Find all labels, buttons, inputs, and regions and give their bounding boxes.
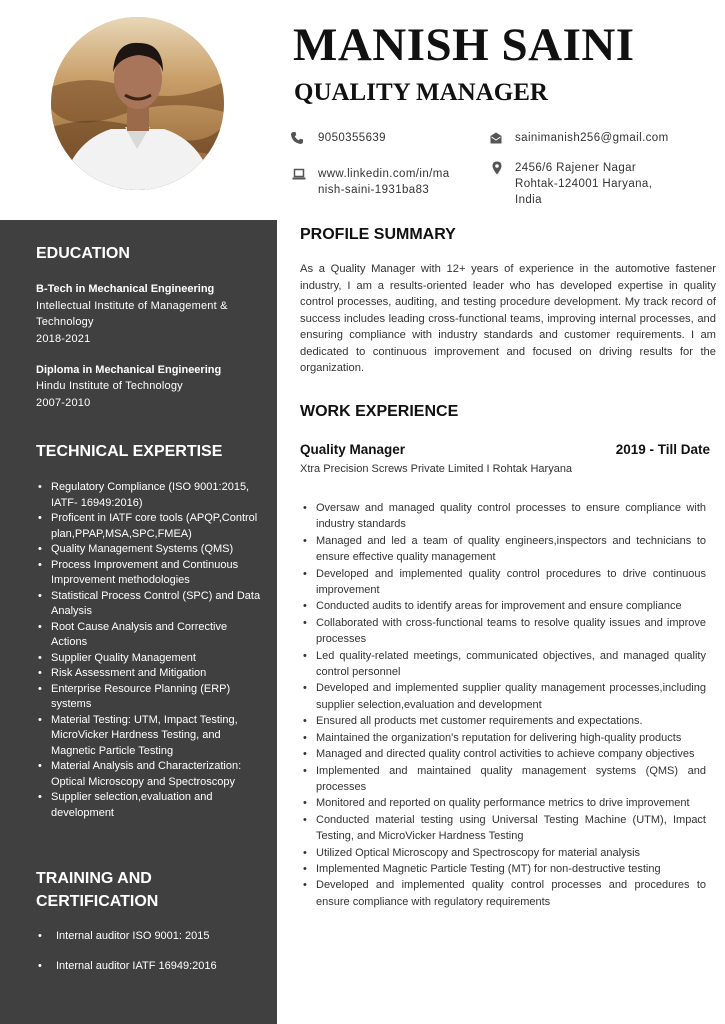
- technical-expertise-list: [36, 480, 264, 821]
- list-item: • Quality Management Systems (QMS): [36, 542, 264, 558]
- profile-photo: [51, 17, 224, 190]
- address: [515, 160, 652, 208]
- job-title-heading: QUALITY MANAGER: [294, 79, 548, 106]
- list-item: • Conducted material testing using Universal Testing Machine (UTM), Impact Testing, and MicroVicker Hardness Testing: [300, 812, 706, 845]
- list-item: • Internal auditor IATF 16949:2016: [36, 959, 264, 975]
- list-item: • Led quality-related meetings, communicated objectives, and managed quality control personnel: [300, 648, 706, 681]
- list-item: • Regulatory Compliance (ISO 9001:2015, IATF- 16949:2016): [36, 480, 264, 511]
- location-pin-icon: [490, 161, 504, 175]
- sidebar: [0, 220, 277, 1024]
- list-item: • Implemented and maintained quality management systems (QMS) and processes: [300, 763, 706, 796]
- list-item: • Oversaw and managed quality control processes to ensure compliance with industry standards: [300, 500, 706, 533]
- work-experience-heading: WORK EXPERIENCE: [300, 403, 459, 420]
- list-item: • Statistical Process Control (SPC) and Data Analysis: [36, 589, 264, 620]
- education-degree-2: Diploma in Mechanical Engineering: [36, 364, 222, 376]
- list-item: • Collaborated with cross-functional teams to resolve quality issues and improve processes: [300, 615, 706, 648]
- job-position: Quality Manager: [300, 442, 406, 457]
- education-institute-2-line1: Hindu Institute of Technology: [36, 380, 183, 392]
- address-line1: 2456/6 Rajener Nagar: [515, 162, 637, 174]
- list-item: • Supplier Quality Management: [36, 651, 264, 667]
- training-heading-line1: TRAINING AND: [36, 870, 152, 887]
- list-item: • Root Cause Analysis and Corrective Actions: [36, 620, 264, 651]
- job-dates: 2019 - Till Date: [615, 442, 710, 457]
- list-item: • Material Testing: UTM, Impact Testing, MicroVicker Hardness Testing, and Magnetic Particle Testing: [36, 713, 264, 760]
- list-item: • Implemented Magnetic Particle Testing (MT) for non-destructive testing: [300, 861, 706, 877]
- profile-photo-image: [51, 17, 224, 190]
- list-item: • Managed and directed quality control activities to achieve company objectives: [300, 746, 706, 762]
- list-item: • Monitored and reported on quality performance metrics to drive improvement: [300, 795, 706, 811]
- education-heading: EDUCATION: [36, 245, 130, 262]
- laptop-icon: [292, 167, 306, 181]
- list-item: • Internal auditor ISO 9001: 2015: [36, 929, 264, 945]
- job-duties-list: [300, 500, 706, 910]
- linkedin-url-line2: nish-saini-1931ba83: [318, 184, 430, 196]
- linkedin-url[interactable]: [318, 166, 450, 198]
- list-item: • Process Improvement and Continuous Improvement methodologies: [36, 558, 264, 589]
- list-item: • Ensured all products met customer requirements and expectations.: [300, 713, 706, 729]
- training-heading-line2: CERTIFICATION: [36, 893, 159, 910]
- technical-expertise-heading: TECHNICAL EXPERTISE: [36, 443, 223, 460]
- email-address: sainimanish256@gmail.com: [515, 132, 669, 144]
- education-years-2: 2007-2010: [36, 397, 91, 409]
- list-item: • Developed and implemented quality control processes and procedures to ensure compliance with regulatory requirements: [300, 877, 706, 910]
- list-item: • Risk Assessment and Mitigation: [36, 666, 264, 682]
- training-list: [36, 929, 264, 945]
- training-list-2: [36, 959, 264, 975]
- address-line2: Rohtak-124001 Haryana,: [515, 178, 653, 190]
- phone-number: 9050355639: [318, 132, 386, 144]
- list-item: • Material Analysis and Characterization: Optical Microscopy and Spectroscopy: [36, 759, 264, 790]
- list-item: • Utilized Optical Microscopy and Spectroscopy for material analysis: [300, 845, 706, 861]
- profile-summary-heading: PROFILE SUMMARY: [300, 226, 456, 243]
- linkedin-url-line1: www.linkedin.com/in/ma: [318, 168, 450, 180]
- company-name: Xtra Precision Screws Private Limited I Rohtak Haryana: [300, 463, 573, 475]
- candidate-name: MANISH SAINI: [293, 19, 635, 71]
- list-item: • Managed and led a team of quality engineers,inspectors and technicians to ensure effective quality management: [300, 533, 706, 566]
- list-item: • Developed and implemented quality control procedures to drive continuous improvement: [300, 566, 706, 599]
- list-item: • Proficent in IATF core tools (APQP,Control plan,PPAP,MSA,SPC,FMEA): [36, 511, 264, 542]
- list-item: • Developed and implemented supplier quality management processes,including supplier selection,evaluation and development: [300, 680, 706, 713]
- list-item: • Conducted audits to identify areas for improvement and ensure compliance: [300, 598, 706, 614]
- email-icon: [489, 131, 503, 145]
- profile-summary-text: As a Quality Manager with 12+ years of experience in the automotive fastener industry, I am a results-oriented leader who has developed expertise in quality control processes, auditing, and testing procedure development. My track record of success includes leading cross-functional teams, improving internal processes, and ensuring compliance with industry standards and customer requirements. I am dedicated to continuous improvement and focused on driving results for the organization.: [300, 263, 716, 374]
- education-years-1: 2018-2021: [36, 333, 91, 345]
- address-line3: India: [515, 194, 542, 206]
- education-institute-1-line1: Intellectual Institute of Management &: [36, 300, 228, 312]
- education-degree-1: B-Tech in Mechanical Engineering: [36, 283, 215, 295]
- phone-icon: [290, 131, 304, 145]
- list-item: • Supplier selection,evaluation and development: [36, 790, 264, 821]
- list-item: • Enterprise Resource Planning (ERP) systems: [36, 682, 264, 713]
- education-institute-1-line2: Technology: [36, 316, 94, 328]
- list-item: • Maintained the organization's reputation for delivering high-quality products: [300, 730, 706, 746]
